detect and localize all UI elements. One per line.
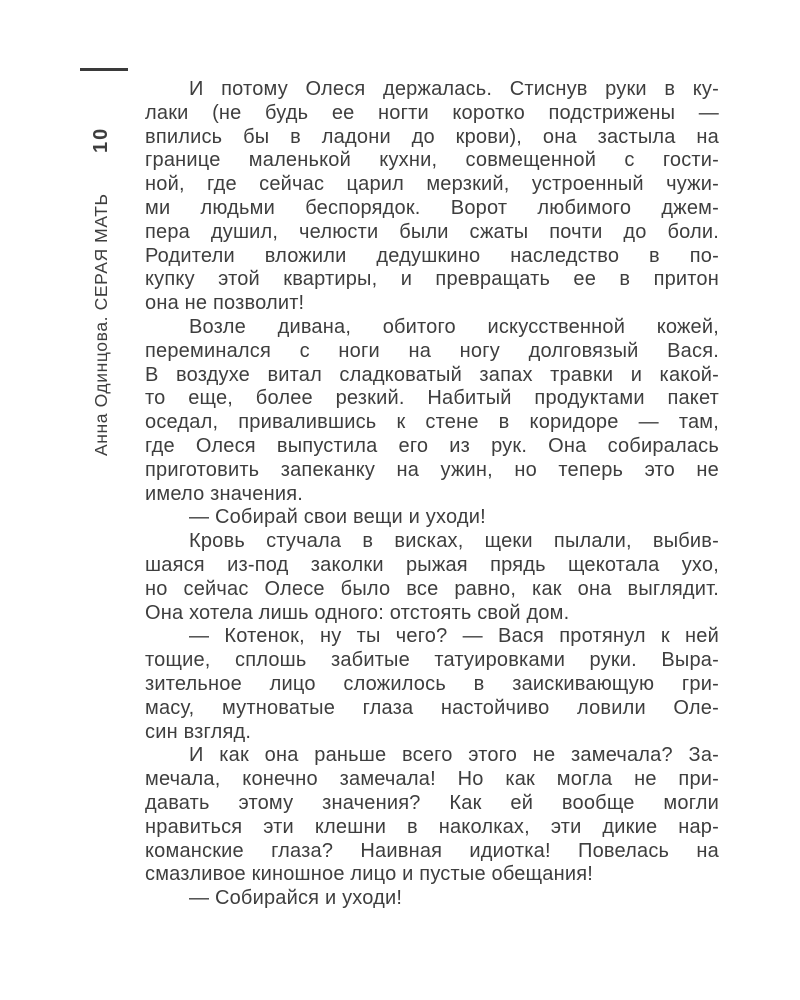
- text-column: [145, 78, 719, 911]
- text-line: пера душил, челюсти были сжаты почти до боли.: [145, 220, 719, 243]
- paragraph: [145, 78, 719, 316]
- text-line: В воздухе витал сладковатый запах травки и какой-: [145, 363, 719, 386]
- text-line: шаяся из-под заколки рыжая прядь щекотала ухо,: [145, 553, 719, 576]
- text-line: ми людьми беспорядок. Ворот любимого джем-: [145, 196, 719, 219]
- text-line: зительное лицо сложилось в заискивающую гри-: [145, 672, 719, 695]
- text-line: приготовить запеканку на ужин, но теперь это не: [145, 458, 719, 481]
- text-line: оседал, привалившись к стене в коридоре — там,: [145, 411, 719, 434]
- text-line: давать этому значения? Как ей вообще могли: [145, 791, 719, 814]
- text-line: команские глаза? Наивная идиотка! Повелась на: [145, 839, 719, 862]
- paragraph: [145, 887, 719, 911]
- paragraph: [145, 625, 719, 744]
- text-line: мечала, конечно замечала! Но как могла не при-: [145, 768, 719, 791]
- paragraph: [145, 530, 719, 625]
- paragraph: [145, 506, 719, 530]
- text-line: но сейчас Олесе было все равно, как она выглядит.: [145, 577, 719, 600]
- text-line: имело значения.: [145, 482, 303, 505]
- text-line: смазливое киношное лицо и пустые обещания!: [145, 863, 593, 886]
- text-line: И как она раньше всего этого не замечала? За-: [189, 744, 719, 767]
- text-line: — Собирай свои вещи и уходи!: [189, 506, 486, 529]
- text-line: Она хотела лишь одного: отстоять свой дом.: [145, 601, 570, 624]
- text-line: — Собирайся и уходи!: [189, 887, 403, 910]
- text-line: то еще, более резкий. Набитый продуктами пакет: [145, 387, 719, 410]
- text-line: переминался с ноги на ногу долговязый Вася.: [145, 339, 719, 362]
- text-line: масу, мутноватые глаза настойчиво ловили Оле-: [145, 696, 719, 719]
- text-line: нравиться эти клешни в наколках, эти дикие нар-: [145, 815, 719, 838]
- text-line: где Олеся выпустила его из рук. Она собиралась: [145, 434, 719, 457]
- text-line: — Котенок, ну ты чего? — Вася протянул к ней: [189, 625, 719, 648]
- text-line: син взгляд.: [145, 720, 252, 743]
- text-line: И потому Олеся держалась. Стиснув руки в ку-: [189, 78, 719, 100]
- text-line: купку этой квартиры, и превращать ее в притон: [145, 268, 719, 291]
- text-line: она не позволит!: [145, 292, 305, 315]
- text-line: ной, где сейчас царил мерзкий, устроенный чужи-: [145, 173, 719, 196]
- text-line: Возле дивана, обитого искусственной кожей,: [189, 315, 719, 338]
- running-title: Анна Одинцова. СЕРАЯ МАТЬ: [91, 193, 111, 456]
- text-line: впились бы в ладони до крови), она застыла на: [145, 125, 719, 148]
- page-number: 10: [90, 126, 112, 153]
- text-line: границе маленькой кухни, совмещенной с гости-: [145, 149, 719, 172]
- text-line: Кровь стучала в висках, щеки пылали, выбив-: [189, 530, 719, 553]
- text-line: тощие, сплошь забитые татуировками руки. Выра-: [145, 649, 719, 672]
- text-line: Родители вложили дедушкино наследство в по-: [145, 244, 719, 267]
- text-line: лаки (не будь ее ногти коротко подстрижены —: [145, 101, 719, 124]
- paragraph: [145, 744, 719, 887]
- chapter-rule: [80, 68, 128, 71]
- paragraph: [145, 316, 719, 506]
